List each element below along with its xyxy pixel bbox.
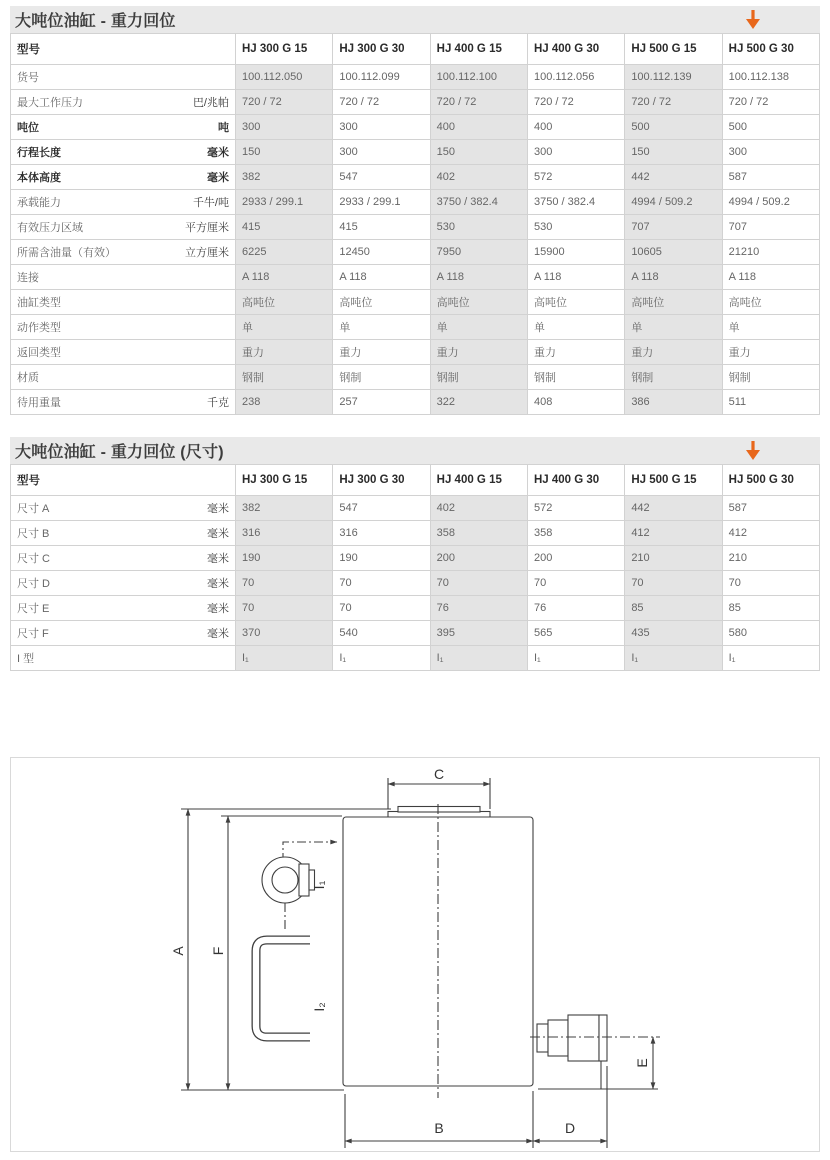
row-unit: 平方厘米 [185,222,229,234]
table-row [11,190,820,215]
row-unit: 立方厘米 [185,247,229,259]
value-cell: 单 [722,315,819,340]
column-header: HJ 400 G 30 [527,34,624,65]
value-cell: 358 [527,521,624,546]
value-cell: 720 / 72 [625,90,722,115]
value-cell: 400 [527,115,624,140]
coupler-collar [537,1024,548,1052]
row-label-cell [11,215,236,240]
value-cell: 500 [722,115,819,140]
row-label-cell [11,140,236,165]
download-icon[interactable] [744,9,762,30]
value-cell: 547 [333,165,430,190]
dim-label-B: B [434,1120,444,1136]
column-header: HJ 300 G 15 [236,34,333,65]
row-label: 本体高度 [17,172,61,184]
value-cell: 4994 / 509.2 [722,190,819,215]
row-unit: 毫米 [207,503,229,515]
dim-label-F: F [210,946,226,956]
value-cell: 单 [430,315,527,340]
table-row [11,621,820,646]
value-cell: 720 / 72 [236,90,333,115]
column-header: HJ 300 G 30 [333,34,430,65]
table-row [11,596,820,621]
value-cell: A 118 [722,265,819,290]
row-label: 所需含油量（有效） [17,247,116,259]
row-unit: 毫米 [207,553,229,565]
value-cell: 150 [236,140,333,165]
table-row [11,646,820,671]
value-cell: 300 [527,140,624,165]
row-label-cell [11,596,236,621]
model-header: 型号 [11,465,236,496]
value-cell: 580 [722,621,819,646]
table-row [11,240,820,265]
table-row [11,265,820,290]
table-row [11,65,820,90]
value-cell: 200 [527,546,624,571]
row-label: 动作类型 [17,322,61,334]
row-label-cell [11,90,236,115]
value-cell: 316 [333,521,430,546]
table1-title-band [10,6,820,33]
row-unit: 毫米 [207,578,229,590]
value-cell: 587 [722,165,819,190]
value-cell: 382 [236,496,333,521]
row-unit: 毫米 [207,172,229,184]
value-cell: 100.112.138 [722,65,819,90]
row-label: 返回类型 [17,347,61,359]
column-header: HJ 500 G 15 [625,465,722,496]
value-cell: 402 [430,496,527,521]
row-label: 连接 [17,272,39,284]
value-cell: 300 [722,140,819,165]
value-cell: 150 [430,140,527,165]
value-cell: 70 [236,596,333,621]
value-cell: 钢制 [236,365,333,390]
dim-label-E: E [634,1058,650,1068]
download-icon[interactable] [744,440,762,461]
value-cell: 2933 / 299.1 [236,190,333,215]
value-cell: I₁ [722,646,819,671]
value-cell: I₁ [527,646,624,671]
value-cell: 412 [722,521,819,546]
value-cell: 300 [333,140,430,165]
value-cell: 3750 / 382.4 [430,190,527,215]
row-label: 尺寸 E [17,603,50,615]
value-cell: 6225 [236,240,333,265]
value-cell: 钢制 [527,365,624,390]
coupler-ring [599,1015,607,1061]
table-header-row [11,465,820,496]
table-row [11,571,820,596]
value-cell: 100.112.100 [430,65,527,90]
column-header: HJ 400 G 30 [527,465,624,496]
column-header: HJ 400 G 15 [430,465,527,496]
row-label: 尺寸 B [17,528,50,540]
value-cell: 547 [333,496,430,521]
table-row [11,115,820,140]
value-cell: 395 [430,621,527,646]
value-cell: 442 [625,165,722,190]
row-label: 油缸类型 [17,297,61,309]
value-cell: A 118 [625,265,722,290]
row-label-cell [11,546,236,571]
value-cell: 435 [625,621,722,646]
value-cell: 重力 [333,340,430,365]
row-label-cell [11,646,236,671]
value-cell: 70 [236,571,333,596]
value-cell: 150 [625,140,722,165]
table-row [11,546,820,571]
table-header-row [11,34,820,65]
row-unit: 毫米 [207,147,229,159]
row-label: 有效压力区域 [17,222,83,234]
value-cell: 3750 / 382.4 [527,190,624,215]
dim-label-C: C [433,766,445,782]
value-cell: 单 [527,315,624,340]
row-unit: 巴/兆帕 [192,97,229,109]
row-unit: 吨 [218,122,229,134]
value-cell: 高吨位 [527,290,624,315]
value-cell: 21210 [722,240,819,265]
value-cell: I₁ [236,646,333,671]
value-cell: 200 [430,546,527,571]
value-cell: 重力 [722,340,819,365]
value-cell: 572 [527,496,624,521]
value-cell: 530 [430,215,527,240]
value-cell: 12450 [333,240,430,265]
table-row [11,521,820,546]
value-cell: 442 [625,496,722,521]
row-label: 尺寸 C [17,553,50,565]
row-label-cell [11,621,236,646]
coupler-body [548,1020,568,1056]
dim-label-I2: I₂ [311,1002,327,1012]
value-cell: 720 / 72 [430,90,527,115]
coupler-block [568,1015,599,1061]
value-cell: A 118 [527,265,624,290]
column-header: HJ 300 G 30 [333,465,430,496]
value-cell: 322 [430,390,527,415]
table-row [11,365,820,390]
value-cell: 540 [333,621,430,646]
dim-label-D: D [564,1120,576,1136]
value-cell: 707 [625,215,722,240]
row-label: 待用重量 [17,397,61,409]
dimensions-table [10,464,820,671]
value-cell: 重力 [236,340,333,365]
column-header: HJ 500 G 30 [722,465,819,496]
value-cell: I₁ [333,646,430,671]
value-cell: 408 [527,390,624,415]
value-cell: 10605 [625,240,722,265]
value-cell: 重力 [430,340,527,365]
value-cell: 370 [236,621,333,646]
table-row [11,315,820,340]
value-cell: 500 [625,115,722,140]
value-cell: 85 [625,596,722,621]
table-row [11,496,820,521]
row-label: I 型 [17,653,35,665]
model-header: 型号 [11,34,236,65]
row-label-cell [11,571,236,596]
column-header: HJ 500 G 15 [625,34,722,65]
value-cell: A 118 [236,265,333,290]
value-cell: 70 [333,596,430,621]
row-label-cell [11,240,236,265]
column-header: HJ 500 G 30 [722,34,819,65]
value-cell: 386 [625,390,722,415]
row-label: 尺寸 D [17,578,50,590]
value-cell: 单 [333,315,430,340]
specs-table [10,33,820,415]
value-cell: 高吨位 [625,290,722,315]
table-row [11,290,820,315]
value-cell: 415 [333,215,430,240]
row-label-cell [11,165,236,190]
value-cell: 钢制 [722,365,819,390]
value-cell: 210 [722,546,819,571]
value-cell: 720 / 72 [722,90,819,115]
value-cell: 300 [333,115,430,140]
handle-outline [256,940,310,1037]
value-cell: 402 [430,165,527,190]
table-row [11,90,820,115]
row-label: 货号 [17,72,39,84]
row-unit: 毫米 [207,628,229,640]
table-row [11,390,820,415]
table2-title-band [10,437,820,464]
value-cell: 单 [236,315,333,340]
table-row [11,165,820,190]
table-row [11,340,820,365]
value-cell: I₁ [430,646,527,671]
value-cell: 190 [236,546,333,571]
row-label: 材质 [17,372,39,384]
row-label: 承载能力 [17,197,61,209]
row-label-cell [11,115,236,140]
value-cell: 高吨位 [236,290,333,315]
column-header: HJ 400 G 15 [430,34,527,65]
value-cell: 358 [430,521,527,546]
value-cell: 钢制 [430,365,527,390]
value-cell: 钢制 [333,365,430,390]
row-unit: 毫米 [207,528,229,540]
value-cell: 高吨位 [333,290,430,315]
row-label: 尺寸 A [17,503,50,515]
table-row [11,140,820,165]
dim-label-A: A [170,946,186,956]
value-cell: A 118 [430,265,527,290]
value-cell: 76 [430,596,527,621]
value-cell: 707 [722,215,819,240]
value-cell: 587 [722,496,819,521]
row-unit: 千克 [207,397,229,409]
value-cell: 316 [236,521,333,546]
value-cell: 100.112.056 [527,65,624,90]
value-cell: A 118 [333,265,430,290]
value-cell: 412 [625,521,722,546]
value-cell: 高吨位 [722,290,819,315]
value-cell: I₁ [625,646,722,671]
lifting-eye-boss [299,864,309,896]
row-label-cell [11,365,236,390]
value-cell: 400 [430,115,527,140]
value-cell: 382 [236,165,333,190]
value-cell: 高吨位 [430,290,527,315]
value-cell: 15900 [527,240,624,265]
value-cell: 100.112.139 [625,65,722,90]
value-cell: 415 [236,215,333,240]
value-cell: 511 [722,390,819,415]
column-header: HJ 300 G 15 [236,465,333,496]
row-unit: 千牛/吨 [192,197,229,209]
row-label-cell [11,190,236,215]
value-cell: 210 [625,546,722,571]
row-label-cell [11,340,236,365]
value-cell: 70 [333,571,430,596]
value-cell: 70 [527,571,624,596]
row-unit: 毫米 [207,603,229,615]
value-cell: 单 [625,315,722,340]
dim-label-I1: I₁ [311,880,327,890]
value-cell: 70 [430,571,527,596]
value-cell: 190 [333,546,430,571]
value-cell: 572 [527,165,624,190]
table2-title: 大吨位油缸 - 重力回位 (尺寸) [15,444,224,461]
value-cell: 重力 [527,340,624,365]
value-cell: 2933 / 299.1 [333,190,430,215]
row-label-cell [11,315,236,340]
row-label-cell [11,496,236,521]
row-label: 尺寸 F [17,628,49,640]
value-cell: 重力 [625,340,722,365]
row-label: 行程长度 [17,147,61,159]
value-cell: 钢制 [625,365,722,390]
value-cell: 70 [722,571,819,596]
value-cell: 4994 / 509.2 [625,190,722,215]
row-label: 吨位 [17,122,39,134]
value-cell: 70 [625,571,722,596]
row-label-cell [11,290,236,315]
value-cell: 100.112.050 [236,65,333,90]
table-row [11,215,820,240]
table1-title: 大吨位油缸 - 重力回位 [15,13,176,30]
dimension-diagram [10,757,820,1152]
row-label-cell [11,521,236,546]
row-label: 最大工作压力 [17,97,83,109]
value-cell: 100.112.099 [333,65,430,90]
value-cell: 565 [527,621,624,646]
value-cell: 530 [527,215,624,240]
row-label-cell [11,390,236,415]
saddle-block [398,807,480,813]
value-cell: 300 [236,115,333,140]
value-cell: 257 [333,390,430,415]
value-cell: 720 / 72 [333,90,430,115]
value-cell: 238 [236,390,333,415]
row-label-cell [11,265,236,290]
value-cell: 7950 [430,240,527,265]
value-cell: 85 [722,596,819,621]
value-cell: 76 [527,596,624,621]
value-cell: 720 / 72 [527,90,624,115]
row-label-cell [11,65,236,90]
